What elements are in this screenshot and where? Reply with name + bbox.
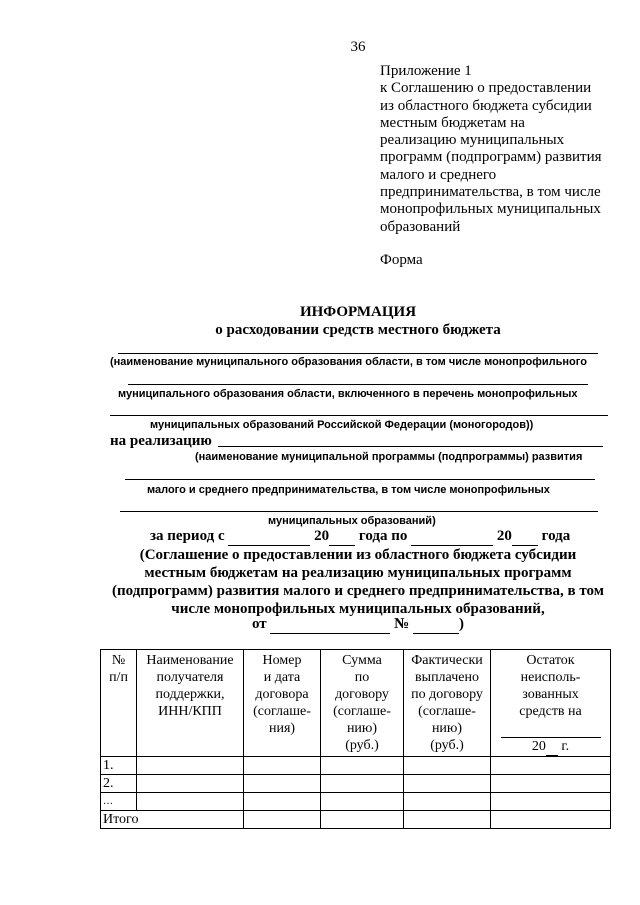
program-caption-1: (наименование муниципальной программы (подпрограммы) развития [195, 451, 583, 463]
table-cell[interactable] [491, 793, 611, 811]
balance-year-prefix: 20 [531, 739, 546, 754]
table-header-row [101, 650, 611, 757]
table-cell[interactable] [244, 775, 321, 793]
form-label: Форма [380, 252, 423, 268]
period-year-prefix-1: 20 [314, 528, 330, 544]
municipality-caption-1: (наименование муниципального образования области, в том числе монопрофильного [110, 356, 587, 368]
program-caption-2: малого и среднего предпринимательства, в том числе монопрофильных [147, 484, 550, 496]
table-cell[interactable] [321, 757, 404, 775]
agreement-line-1: (Соглашение о предоставлении из областного бюджета субсидии [139, 547, 577, 563]
table-cell[interactable] [491, 775, 611, 793]
row-number-cell: … [101, 793, 137, 811]
expenses-table [100, 649, 611, 829]
table-cell[interactable] [137, 775, 244, 793]
balance-year-suffix: г. [561, 739, 570, 754]
appendix-line: образований [380, 218, 461, 235]
table-cell[interactable] [321, 775, 404, 793]
municipality-caption-2: муниципального образования области, включенного в перечень монопрофильных [118, 388, 578, 400]
purpose-label: на реализацию [110, 433, 212, 449]
row-number-cell: 2. [101, 775, 137, 793]
municipality-blank-line[interactable] [118, 353, 598, 354]
table-row [101, 793, 611, 811]
page-number: 36 [350, 39, 366, 55]
header-cell-recipient: Наименование получателя поддержки, ИНН/КПП [137, 650, 244, 757]
municipality-caption-3: муниципальных образований Российской Федерации (моногородов)) [150, 419, 534, 431]
agreement-close-paren: ) [459, 616, 464, 632]
municipality-blank-line-2[interactable] [128, 384, 588, 385]
document-title: ИНФОРМАЦИЯ [299, 304, 417, 320]
period-from-label: за период с [150, 528, 225, 544]
appendix-line: к Соглашению о предоставлении [380, 80, 592, 97]
agreement-number-sign: № [394, 616, 410, 632]
period-start-blank[interactable] [228, 528, 310, 546]
table-cell[interactable] [404, 757, 491, 775]
table-total-row [101, 811, 611, 829]
table-cell[interactable] [244, 811, 321, 829]
table-cell[interactable] [244, 757, 321, 775]
header-cell-amount: Сумма по договору (соглаше- нию) (руб.) [321, 650, 404, 757]
period-year-blank-2[interactable] [512, 528, 538, 546]
agreement-date-label: от [252, 616, 267, 632]
table-cell[interactable] [404, 811, 491, 829]
agreement-line-2: местным бюджетам на реализацию муниципальных программ [144, 565, 572, 581]
period-end-blank[interactable] [411, 528, 493, 546]
table-cell[interactable] [137, 757, 244, 775]
table-cell[interactable] [244, 793, 321, 811]
table-row [101, 757, 611, 775]
agreement-date-blank[interactable] [270, 616, 390, 634]
appendix-line: предпринимательства, в том числе [380, 184, 601, 201]
appendix-line: монопрофильных муниципальных [380, 201, 601, 218]
municipality-blank-line-3[interactable] [110, 415, 608, 416]
table-cell[interactable] [321, 793, 404, 811]
agreement-number-blank[interactable] [413, 616, 459, 634]
period-year-label: года [541, 528, 571, 544]
table-cell[interactable] [137, 793, 244, 811]
appendix-line: реализацию муниципальных [380, 132, 565, 149]
period-year-blank-1[interactable] [329, 528, 355, 546]
appendix-line: из областного бюджета субсидии [380, 97, 592, 114]
period-to-label: года по [358, 528, 408, 544]
appendix-line: малого и среднего [380, 166, 497, 183]
table-row [101, 775, 611, 793]
appendix-note [380, 63, 630, 236]
document-subtitle: о расходовании средств местного бюджета [215, 322, 501, 338]
period-line [150, 528, 570, 546]
table-cell[interactable] [404, 793, 491, 811]
agreement-line-3: (подпрограмм) развития малого и среднего предпринимательства, в том [111, 583, 604, 599]
appendix-line: Приложение 1 [380, 63, 472, 79]
appendix-line: местным бюджетам на [380, 114, 525, 131]
appendix-line: программ (подпрограмм) развития [380, 149, 602, 166]
row-number-cell: 1. [101, 757, 137, 775]
program-blank-line-2[interactable] [125, 479, 595, 480]
agreement-line-4: числе монопрофильных муниципальных образований, [171, 601, 545, 617]
period-year-prefix-2: 20 [496, 528, 512, 544]
balance-date-blank [501, 720, 601, 738]
table-cell[interactable] [404, 775, 491, 793]
table-cell[interactable] [491, 811, 611, 829]
header-cell-paid: Фактически выплачено по договору (соглаше- нию) (руб.) [404, 650, 491, 757]
header-cell-contract: Номер и дата договора (соглаше- ния) [244, 650, 321, 757]
program-blank-line-3[interactable] [120, 511, 598, 512]
program-caption-3: муниципальных образований) [268, 515, 436, 527]
total-label: Итого [101, 811, 244, 829]
header-cell-balance: Остаток неисполь- зованных средств на 20 г. [491, 650, 611, 757]
table-cell[interactable] [321, 811, 404, 829]
program-blank-line[interactable] [218, 446, 603, 447]
header-cell-number: № п/п [101, 650, 137, 757]
table-cell[interactable] [491, 757, 611, 775]
agreement-date-line [252, 616, 464, 634]
